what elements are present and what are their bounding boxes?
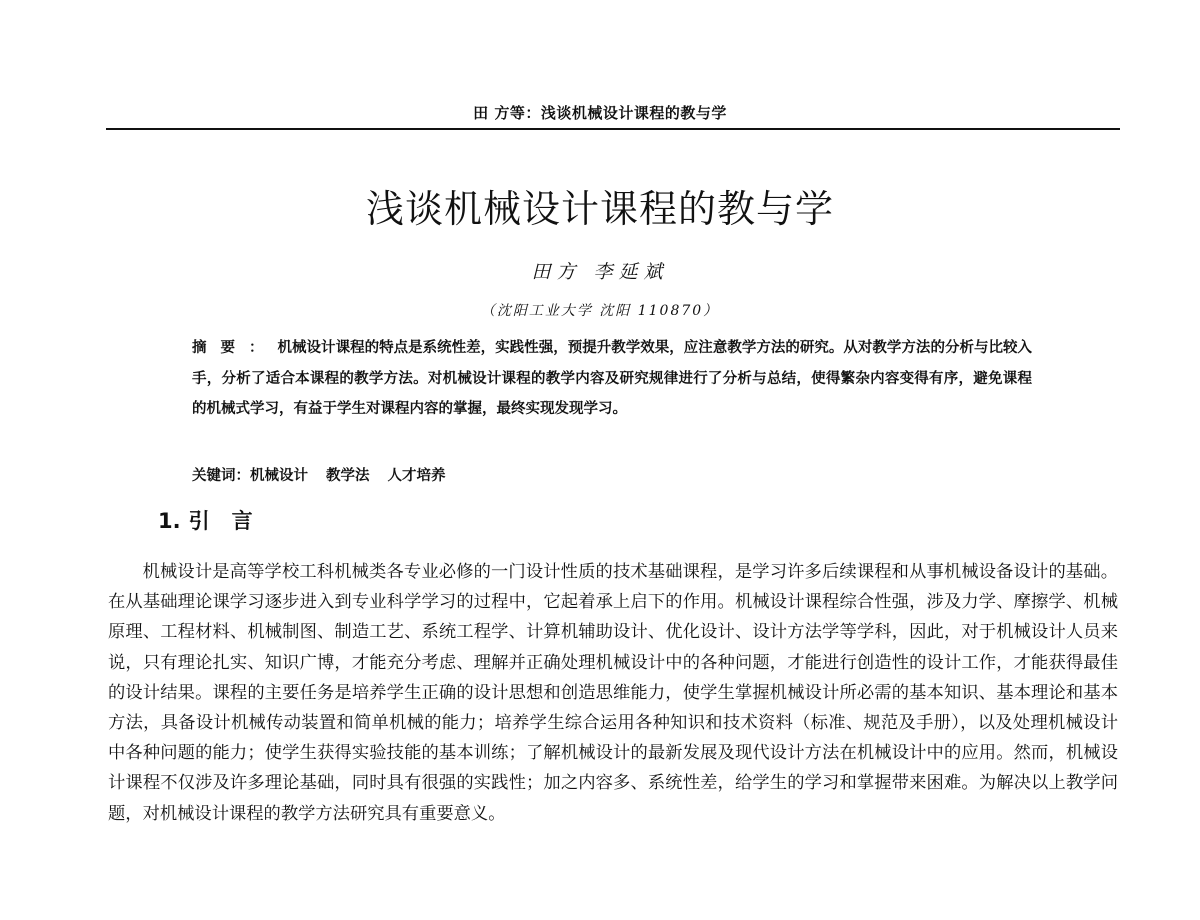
section-number: 1. [158,509,181,533]
section-heading [158,505,275,535]
section-title: 引言 [188,509,275,533]
running-header: 田 方等：浅谈机械设计课程的教与学 [473,104,727,122]
paper-title: 浅谈机械设计课程的教与学 [365,187,834,231]
header-rule [106,128,1120,130]
body-paragraph: 机械设计是高等学校工科机械类各专业必修的一门设计性质的技术基础课程，是学习许多后续课程和从事机械设备设计的基础。在从基础理论课学习逐步进入到专业科学学习的过程中，它起着承上启下的作用。机械设计课程综合性强，涉及力学、摩擦学、机械原理、工程材料、机械制图、制造工艺、系统工程学、计算机辅助设计、优化设计、设计方法学等学科，因此，对于机械设计人员来说，只有理论扎实、知识广博，才能充分考虑、理解并正确处理机械设计中的各种问题，才能进行创造性的设计工作，才能获得最佳的设计结果。课程的主要任务是培养学生正确的设计思想和创造思维能力，使学生掌握机械设计所必需的基本知识、基本理论和基本方法，具备设计机械传动装置和简单机械的能力；培养学生综合运用各种知识和技术资料（标准、规范及手册），以及处理机械设计中各种问题的能力；使学生获得实验技能的基本训练；了解机械设计的最新发展及现代设计方法在机械设计中的应用。然而，机械设计课程不仅涉及许多理论基础，同时具有很强的实践性；加之内容多、系统性差，给学生的学习和掌握带来困难。为解决以上教学问题，对机械设计课程的教学方法研究具有重要意义。 [108,562,1118,824]
abstract-label: 摘要： [192,340,278,356]
keyword-item: 人才培养 [387,468,446,484]
keywords [192,462,1032,490]
keywords-label: 关键词： [192,468,250,484]
authors: 田方 李延斌 [531,261,669,283]
keyword-item: 机械设计 [250,468,308,484]
affiliation: （沈阳工业大学 沈阳 110870） [480,303,720,319]
keyword-item: 教学法 [326,468,370,484]
abstract-text: 机械设计课程的特点是系统性差，实践性强，预提升教学效果，应注意教学方法的研究。从对教学方法的分析与比较入手，分析了适合本课程的教学方法。对机械设计课程的教学内容及研究规律进行了分析与总结，使得繁杂内容变得有序，避免课程的机械式学习，有益于学生对课程内容的掌握，最终实现发现学习。 [192,340,1032,417]
abstract [192,333,1032,425]
